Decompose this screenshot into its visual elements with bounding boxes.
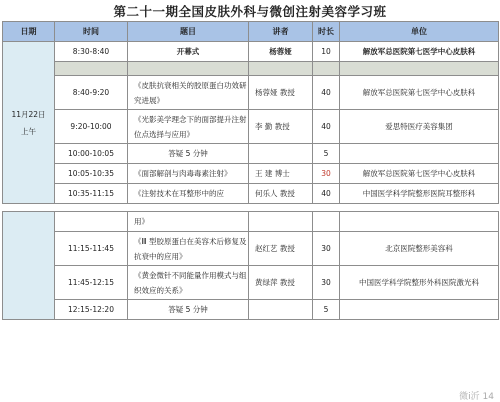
topic-cell: 《面部解剖与肉毒毒素注射》 <box>128 164 249 184</box>
unit-cell <box>340 144 499 164</box>
unit-cell: 中国医学科学院整形医院耳整形科 <box>340 184 499 204</box>
duration-cell: 40 <box>313 76 340 110</box>
header-unit: 单位 <box>340 22 499 42</box>
page-title: 第二十一期全国皮肤外科与微创注射美容学习班 <box>113 4 387 19</box>
unit-cell: 解放军总医院第七医学中心皮肤科 <box>340 42 499 62</box>
duration-cell: 40 <box>313 110 340 144</box>
table-row <box>3 164 499 184</box>
topic-cell: 《黄金微针不同能量作用模式与组织效应的关系》 <box>128 266 249 300</box>
topic-cell: 用》 <box>128 212 249 232</box>
table-row <box>3 212 499 232</box>
time-cell: 10:35-11:15 <box>55 184 128 204</box>
table-row <box>3 110 499 144</box>
speaker-cell <box>249 212 313 232</box>
date-label: 11月22日 <box>11 109 46 119</box>
unit-cell <box>340 212 499 232</box>
topic-cell: 答疑 5 分钟 <box>128 300 249 320</box>
time-cell: 10:00-10:05 <box>55 144 128 164</box>
topic-cell <box>128 62 249 76</box>
duration-cell: 5 <box>313 300 340 320</box>
time-cell: 11:15-11:45 <box>55 232 128 266</box>
table-row <box>3 62 499 76</box>
unit-cell: 爱思特医疗美容集团 <box>340 110 499 144</box>
topic-cell: 《注射技术在耳整形中的应 <box>128 184 249 204</box>
header-row <box>3 22 499 42</box>
time-cell: 8:40-9:20 <box>55 76 128 110</box>
table-row <box>3 300 499 320</box>
duration-cell: 30 <box>313 232 340 266</box>
duration-cell <box>313 62 340 76</box>
speaker-cell <box>249 62 313 76</box>
topic-cell: 答疑 5 分钟 <box>128 144 249 164</box>
table-row <box>3 232 499 266</box>
speaker-cell: 赵红艺 教授 <box>249 232 313 266</box>
unit-cell: 解放军总医院第七医学中心皮肤科 <box>340 164 499 184</box>
topic-cell: 《皮肤抗衰相关的胶原蛋白功效研究进展》 <box>128 76 249 110</box>
unit-cell: 中国医学科学院整形外科医院激光科 <box>340 266 499 300</box>
unit-cell: 北京医院整形美容科 <box>340 232 499 266</box>
session-label: 上午 <box>21 126 36 136</box>
speaker-cell <box>249 300 313 320</box>
time-cell <box>55 212 128 232</box>
time-cell: 11:45-12:15 <box>55 266 128 300</box>
speaker-cell: 王 建 博士 <box>249 164 313 184</box>
header-time: 时间 <box>55 22 128 42</box>
topic-cell: 开幕式 <box>128 42 249 62</box>
speaker-cell <box>249 144 313 164</box>
unit-cell <box>340 62 499 76</box>
date-cell-continued <box>3 212 55 320</box>
table-row <box>3 266 499 300</box>
topic-cell: 《光影美学理念下的面部提升注射位点选择与应用》 <box>128 110 249 144</box>
unit-cell: 解放军总医院第七医学中心皮肤科 <box>340 76 499 110</box>
schedule-table <box>2 21 499 320</box>
speaker-cell: 何乐人 教授 <box>249 184 313 204</box>
duration-cell: 30 <box>313 266 340 300</box>
time-cell: 8:30-8:40 <box>55 42 128 62</box>
duration-cell: 10 <box>313 42 340 62</box>
duration-cell: 5 <box>313 144 340 164</box>
table-row <box>3 42 499 62</box>
header-topic: 题目 <box>128 22 249 42</box>
speaker-cell: 黄绿萍 教授 <box>249 266 313 300</box>
speaker-cell: 李 勤 教授 <box>249 110 313 144</box>
topic-cell: 《Ⅲ 型胶原蛋白在美容术后修复及抗衰中的应用》 <box>128 232 249 266</box>
duration-cell: 40 <box>313 184 340 204</box>
header-speaker: 讲者 <box>249 22 313 42</box>
time-cell: 9:20-10:00 <box>55 110 128 144</box>
speaker-cell: 杨蓉娅 教授 <box>249 76 313 110</box>
duration-cell <box>313 212 340 232</box>
time-cell: 10:05-10:35 <box>55 164 128 184</box>
watermark: 微i沂 14 <box>459 392 494 402</box>
time-cell <box>55 62 128 76</box>
date-cell <box>3 42 55 204</box>
table-row <box>3 76 499 110</box>
speaker-cell: 杨蓉娅 <box>249 42 313 62</box>
header-duration: 时长 <box>313 22 340 42</box>
section-gap <box>3 204 499 212</box>
table-row <box>3 184 499 204</box>
unit-cell <box>340 300 499 320</box>
time-cell: 12:15-12:20 <box>55 300 128 320</box>
table-row <box>3 144 499 164</box>
duration-cell: 30 <box>313 164 340 184</box>
header-date: 日期 <box>3 22 55 42</box>
